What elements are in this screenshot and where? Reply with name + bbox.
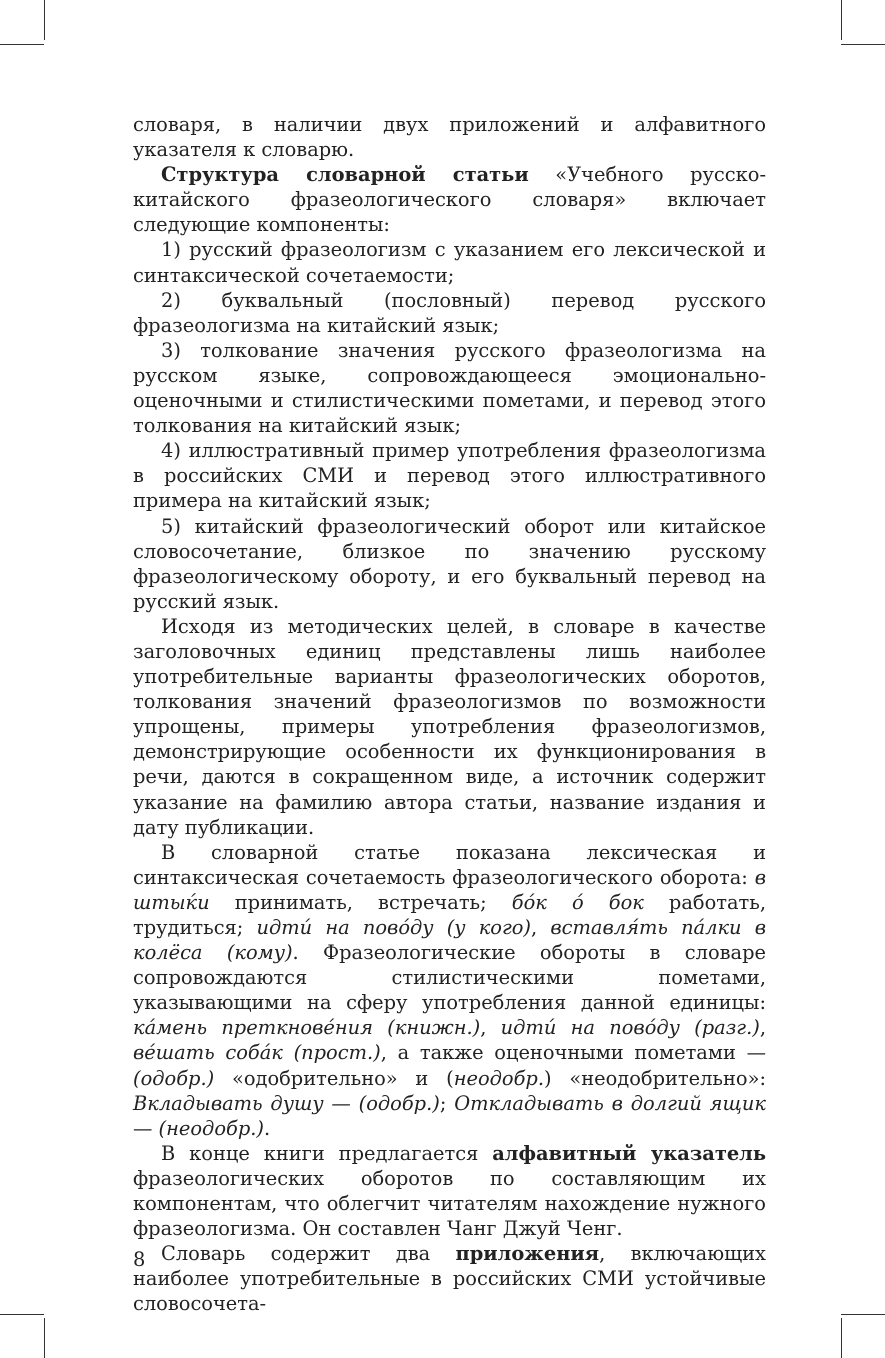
crop-mark	[0, 1314, 44, 1315]
crop-mark	[44, 0, 45, 40]
crop-mark	[841, 0, 842, 40]
page-number: 8	[133, 1248, 146, 1271]
crop-mark	[44, 1318, 45, 1358]
crop-mark	[841, 1318, 842, 1358]
crop-mark	[841, 44, 885, 45]
paragraph-method: Исходя из методических целей, в словаре в качестве заголовочных единиц представлены лишь наиболее употребительные варианты фразеологических оборотов, толкования значений фразеологизмов по возможности упрощены, примеры употребления фразеологизмов, демонстрирующие особенности их функционирования в речи, даются в сокращенном виде, а источник содержит указание на фамилию автора статьи, название издания и дату публикации.	[133, 614, 766, 839]
page-body	[133, 112, 766, 1317]
list-item: 2) буквальный (пословный) перевод русского фразеологизма на китайский язык;	[133, 288, 766, 337]
paragraph-continuation: словаря, в наличии двух приложений и алфавитного указателя к словарю.	[133, 113, 766, 162]
paragraph-structure: Структура словарной статьи «Учебного русско-китайского фразеологического словаря» включает следующие компоненты:	[133, 163, 766, 237]
list-item: 3) толкование значения русского фразеологизма на русском языке, сопровождающееся эмоционально-оценочными и стилистическими пометами, и перевод этого толкования на китайский язык;	[133, 338, 766, 438]
paragraph-index: В конце книги предлагается алфавитный указатель фразеологических оборотов по составляющим их компонентам, что облегчит читателям нахождение нужного фразеологизма. Он составлен Чанг Джуй Ченг.	[133, 1141, 766, 1241]
list-item: 5) китайский фразеологический оборот или китайское словосочетание, близкое по значению русскому фразеологическому обороту, и его буквальный перевод на русский язык.	[133, 514, 766, 613]
list-item: 4) иллюстративный пример употребления фразеологизма в российских СМИ и перевод этого иллюстративного примера на китайский язык;	[133, 439, 766, 513]
list-item: 1) русский фразеологизм с указанием его лексической и синтаксической сочетаемости;	[133, 238, 766, 287]
paragraph-appendices: Словарь содержит два приложения, включающих наиболее употребительные в российских СМИ устойчивые словосочета-	[133, 1242, 766, 1316]
crop-mark	[841, 1314, 885, 1315]
paragraph-article: В словарной статье показана лексическая и синтаксическая сочетаемость фразеологического оборота: в штыќи принимать, встречать; бо́к о́ бок работать, трудиться; идти́ на пово́ду (у кого), вставля́ть па́лки в колёса (кому). Фразеологические обороты в словаре сопровождаются стилистическими пометами, указывающими на сферу употребления данной единицы: ка́мень преткнове́ния (книжн.), идти́ на пово́ду (разг.), ве́шать соба́к (прост.), а также оценочными пометами — (одобр.) «одобрительно» и (неодобр.) «неодобрительно»: Вкладывать душу — (одобр.); Откладывать в долгий ящик — (неодобр.).	[133, 840, 767, 1140]
crop-mark	[0, 44, 44, 45]
